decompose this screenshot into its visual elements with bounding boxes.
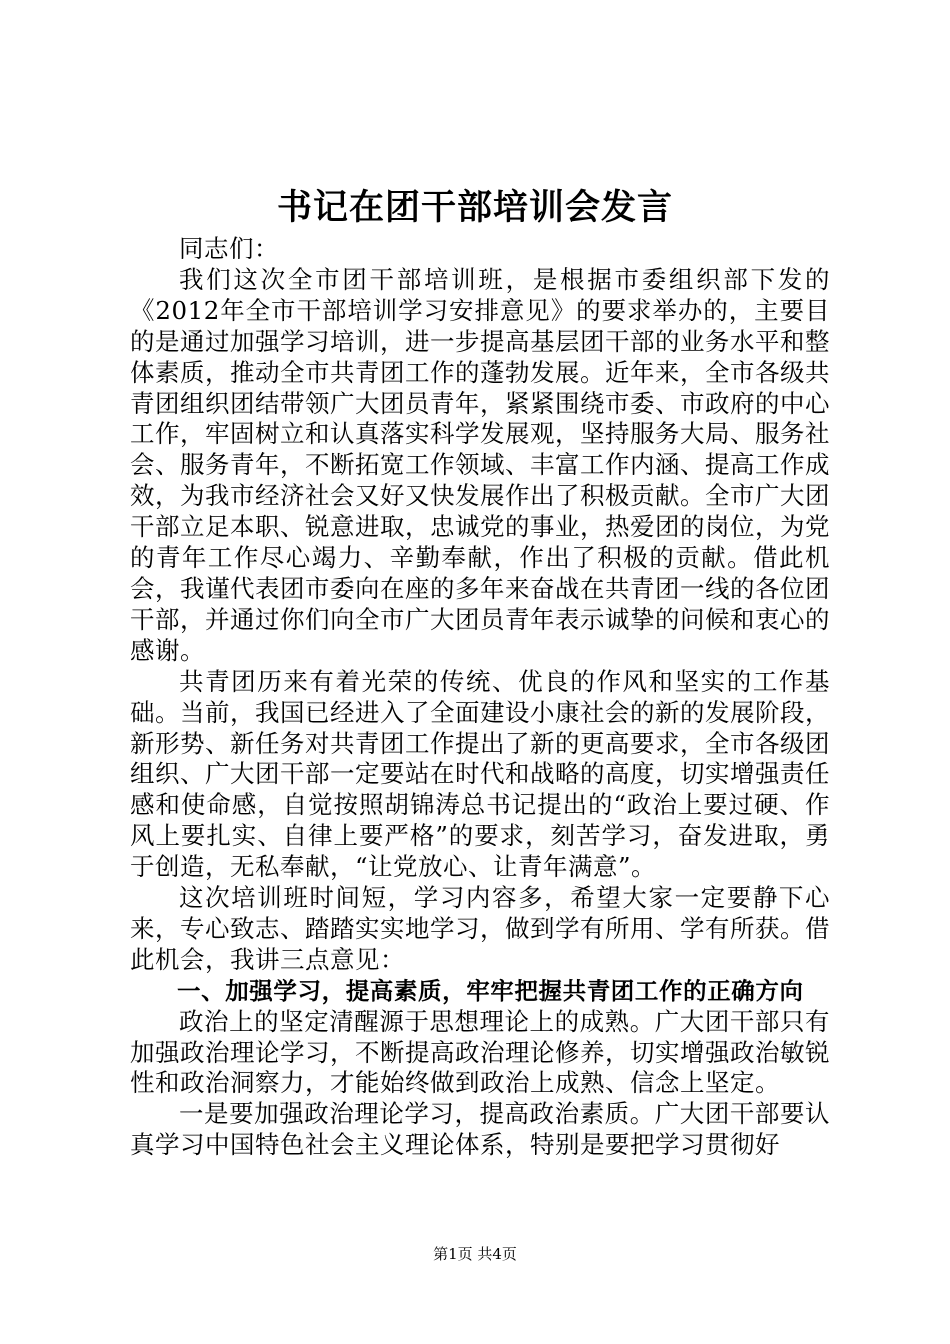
document-body xyxy=(130,234,830,1161)
paragraph: 一是要加强政治理论学习，提高政治素质。广大团干部要认真学习中国特色社会主义理论体系，特别是要把学习贯彻好 xyxy=(130,1099,830,1160)
paragraph: 政治上的坚定清醒源于思想理论上的成熟。广大团干部只有加强政治理论学习，不断提高政治理论修养，切实增强政治敏锐性和政治洞察力，才能始终做到政治上成熟、信念上坚定。 xyxy=(130,1006,830,1098)
paragraph: 这次培训班时间短，学习内容多，希望大家一定要静下心来，专心致志、踏踏实实地学习，做到学有所用、学有所获。借此机会，我讲三点意见： xyxy=(130,883,830,974)
salutation: 同志们： xyxy=(179,234,279,263)
page-footer: 第1页 共4页 xyxy=(433,1245,517,1263)
paragraph: 我们这次全市团干部培训班，是根据市委组织部下发的《2012年全市干部培训学习安排意见》的要求举办的，主要目的是通过加强学习培训，进一步提高基层团干部的业务水平和整体素质，推动全市共青团工作的蓬勃发展。近年来，全市各级共青团组织团结带领广大团员青年，紧紧围绕市委、市政府的中心工作，牢固树立和认真落实科学发展观，坚持服务大局、服务社会、服务青年，不断拓宽工作领域、丰富工作内涵、提高工作成效，为我市经济社会又好又快发展作出了积极贡献。全市广大团干部立足本职、锐意进取，忠诚党的事业，热爱团的岗位，为党的青年工作尽心竭力、辛勤奉献，作出了积极的贡献。借此机会，我谨代表团市委向在座的多年来奋战在共青团一线的各位团干部，并通过你们向全市广大团员青年表示诚挚的问候和衷心的感谢。 xyxy=(130,264,830,665)
section-heading: 一、加强学习，提高素质，牢牢把握共青团工作的正确方向 xyxy=(177,976,804,1005)
paragraph: 共青团历来有着光荣的传统、优良的作风和坚实的工作基础。当前，我国已经进入了全面建设小康社会的新的发展阶段，新形势、新任务对共青团工作提出了新的更高要求，全市各级团组织、广大团干部一定要站在时代和战略的高度，切实增强责任感和使命感，自觉按照胡锦涛总书记提出的“政治上要过硬、作风上要扎实、自律上要严格”的要求，刻苦学习，奋发进取，勇于创造，无私奉献，“让党放心、让青年满意”。 xyxy=(130,666,830,882)
document-title: 书记在团干部培训会发言 xyxy=(276,188,673,228)
